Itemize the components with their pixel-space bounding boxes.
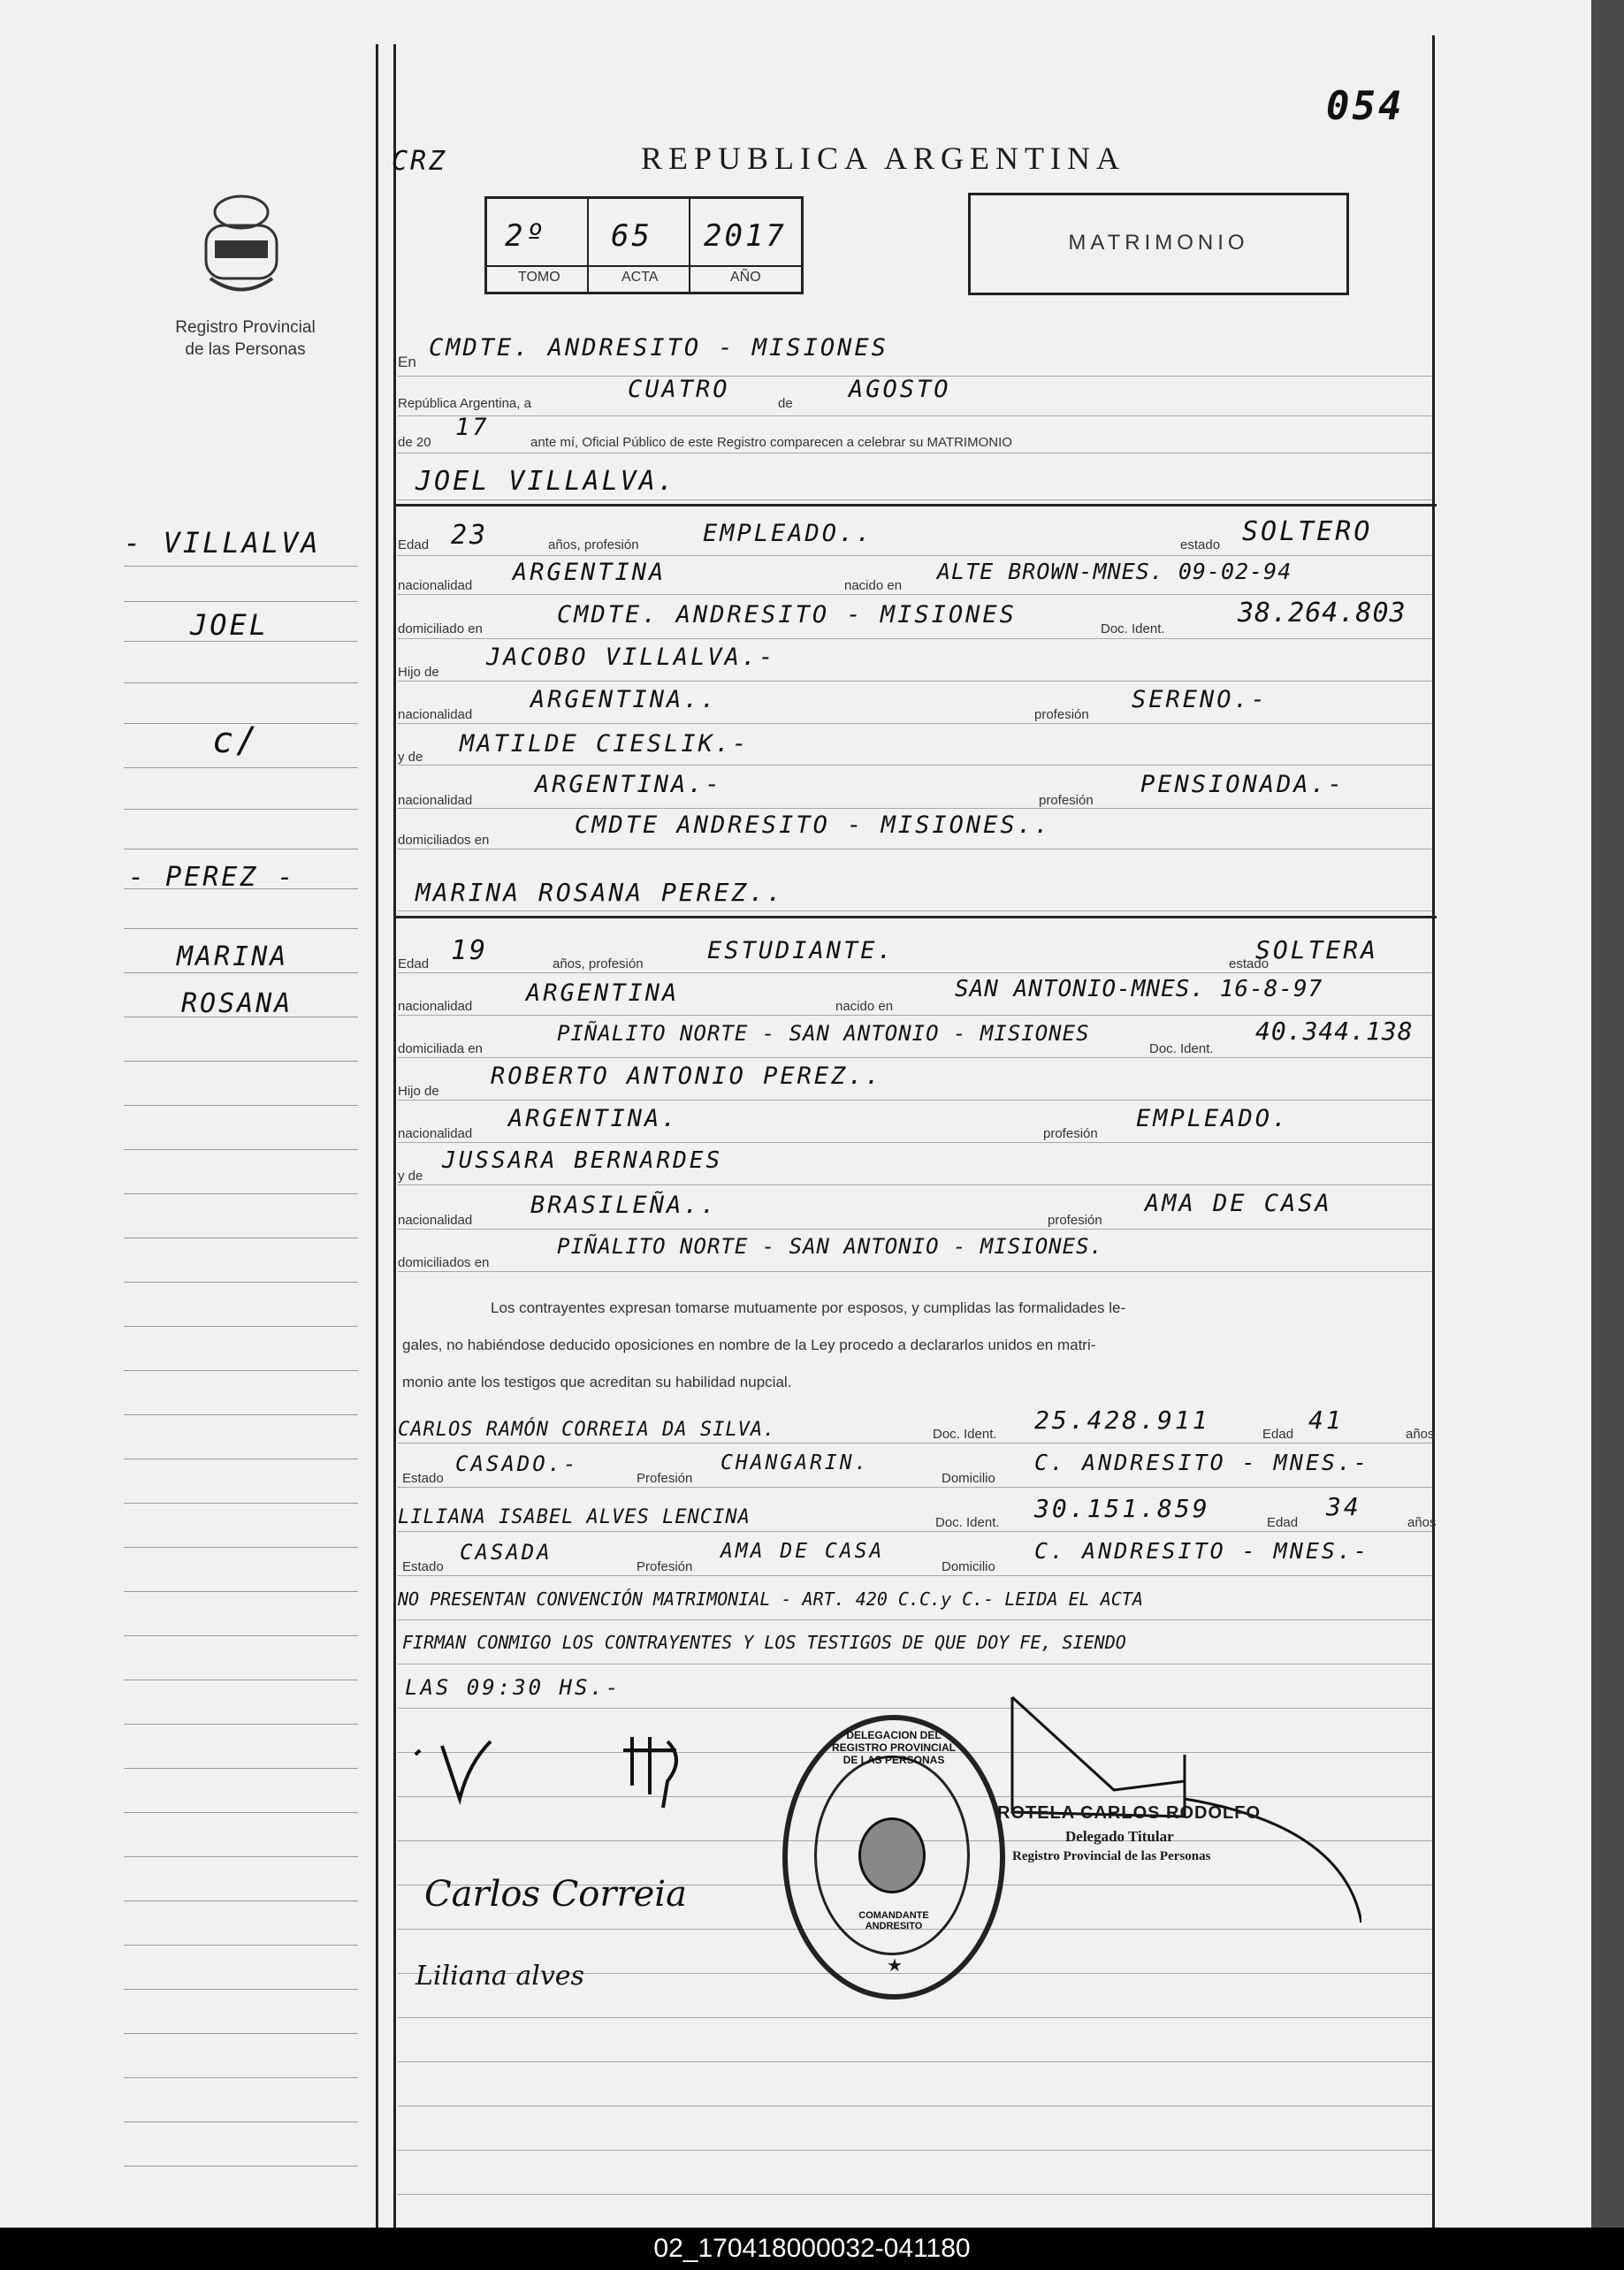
footer-id: 02_170418000032-041180 xyxy=(0,2228,1624,2270)
bride-yde-label: y de xyxy=(398,1169,423,1184)
witness2-domicilio: C. ANDRESITO - MNES.- xyxy=(1034,1538,1370,1564)
bride-nacido-label: nacido en xyxy=(835,999,894,1014)
note-line2: FIRMAN CONMIGO LOS CONTRAYENTES Y LOS TESTIGOS DE QUE DOY FE, SIENDO xyxy=(402,1632,1126,1653)
witness1-edad-label: Edad xyxy=(1262,1427,1294,1442)
registry-emblem xyxy=(193,186,290,305)
bride-padre-prof: EMPLEADO. xyxy=(1136,1105,1290,1132)
witness2-edad: 34 xyxy=(1326,1492,1361,1521)
bride-padre-nac-label: nacionalidad xyxy=(398,1126,473,1141)
groom-madre-prof: PENSIONADA.- xyxy=(1140,771,1346,798)
intro-statement: ante mí, Oficial Público de este Registro comparecen a celebrar su MATRIMONIO xyxy=(530,435,1012,450)
groom-edad-label: Edad xyxy=(398,537,430,552)
note-line3: LAS 09:30 HS.- xyxy=(405,1675,621,1700)
marginal-code: CRZ xyxy=(392,146,448,177)
groom-anos-label: años, profesión xyxy=(548,537,639,552)
witness1-anos-label: años xyxy=(1406,1427,1435,1442)
groom-madre-nac-label: nacionalidad xyxy=(398,793,473,808)
bride-doc: 40.344.138 xyxy=(1255,1017,1414,1046)
groom-dom-label: domiciliado en xyxy=(398,621,483,636)
witness2-doc-label: Doc. Ident. xyxy=(935,1515,1000,1530)
margin-name-groom: JOEL xyxy=(190,608,270,642)
declaration-line1: Los contrayentes expresan tomarse mutuamente por esposos, y cumplidas las formalidades le- xyxy=(491,1299,1126,1316)
bride-edad: 19 xyxy=(451,935,489,966)
margin-surname-groom: - VILLALVA xyxy=(124,526,321,560)
declaration-line2: gales, no habiéndose deducido oposiciones en nombre de la Ley procedo a declararlos unidos en matri- xyxy=(402,1337,1096,1353)
groom-hijo-label: Hijo de xyxy=(398,665,439,680)
groom-profesion: EMPLEADO.. xyxy=(703,520,873,547)
de-label: de xyxy=(778,396,793,411)
groom-padre-prof-label: profesión xyxy=(1034,707,1089,722)
witness1-name: CARLOS RAMÓN CORREIA DA SILVA. xyxy=(398,1419,776,1441)
acta-label: ACTA xyxy=(621,270,659,285)
groom-nacionalidad: ARGENTINA xyxy=(513,559,667,586)
margin-name-bride-1: MARINA xyxy=(177,941,289,972)
bride-padre-nac: ARGENTINA. xyxy=(508,1105,679,1132)
groom-padre-prof: SERENO.- xyxy=(1132,686,1269,713)
witness2-doc: 30.151.859 xyxy=(1034,1494,1210,1523)
groom-padre-nac-label: nacionalidad xyxy=(398,707,473,722)
emblem-label-line2: de las Personas xyxy=(185,340,306,359)
background-strip xyxy=(1591,0,1624,2228)
emblem-label-line1: Registro Provincial xyxy=(175,318,316,337)
bride-signature xyxy=(614,1733,694,1817)
groom-nac-label: nacionalidad xyxy=(398,578,473,593)
bride-padre-prof-label: profesión xyxy=(1043,1126,1098,1141)
declaration-line3: monio ante los testigos que acreditan su habilidad nupcial. xyxy=(402,1374,792,1390)
bride-madre: JUSSARA BERNARDES xyxy=(442,1147,723,1174)
groom-estado: SOLTERO xyxy=(1242,516,1373,547)
groom-estado-label: estado xyxy=(1180,537,1221,552)
witness2-anos-label: años xyxy=(1407,1515,1437,1530)
groom-madre-prof-label: profesión xyxy=(1039,793,1094,808)
official-stamp xyxy=(782,1715,1005,2000)
bride-madre-prof: AMA DE CASA xyxy=(1145,1190,1332,1217)
witness1-signature: Carlos Correia xyxy=(424,1874,687,1915)
groom-madre: MATILDE CIESLIK.- xyxy=(460,730,750,758)
bride-padre: ROBERTO ANTONIO PEREZ.. xyxy=(491,1063,882,1090)
groom-yde-label: y de xyxy=(398,750,423,765)
intro-day: CUATRO xyxy=(628,376,730,403)
groom-domicilio: CMDTE. ANDRESITO - MISIONES xyxy=(557,601,1017,628)
note-line1: NO PRESENTAN CONVENCIÓN MATRIMONIAL - ART. 420 C.C.y C.- LEIDA EL ACTA xyxy=(398,1588,1143,1610)
groom-nacido-label: nacido en xyxy=(844,578,903,593)
bride-dom-label: domiciliada en xyxy=(398,1041,483,1056)
bride-anos-label: años, profesión xyxy=(553,956,644,971)
witness1-doc: 25.428.911 xyxy=(1034,1405,1210,1435)
witness1-domicilio: C. ANDRESITO - MNES.- xyxy=(1034,1450,1370,1475)
witness1-estado-label: Estado xyxy=(402,1471,444,1486)
bride-nac-label: nacionalidad xyxy=(398,999,473,1014)
star-icon: ★ xyxy=(887,1956,903,1976)
bride-nacido: SAN ANTONIO-MNES. 16-8-97 xyxy=(955,976,1323,1002)
witness1-prof-label: Profesión xyxy=(637,1471,693,1486)
groom-name: JOEL VILLALVA. xyxy=(416,466,676,497)
groom-padre: JACOBO VILLALVA.- xyxy=(486,644,776,671)
official-office: Registro Provincial de las Personas xyxy=(1012,1849,1211,1863)
bride-profesion: ESTUDIANTE. xyxy=(707,937,895,964)
bride-estado-label: estado xyxy=(1229,956,1269,971)
bride-estado: SOLTERA xyxy=(1255,935,1379,964)
stamp-emblem xyxy=(858,1817,926,1893)
year-suffix: 17 xyxy=(455,414,490,441)
groom-madre-nac: ARGENTINA.- xyxy=(535,771,722,798)
margin-column xyxy=(0,0,376,2228)
en-label: En xyxy=(398,354,416,370)
bride-doc-label: Doc. Ident. xyxy=(1149,1041,1214,1056)
acta-value: 65 xyxy=(611,218,652,254)
intro-place: CMDTE. ANDRESITO - MISIONES xyxy=(429,334,888,362)
margin-name-bride-2: ROSANA xyxy=(181,988,294,1019)
country-title: REPUBLICA ARGENTINA xyxy=(641,141,1126,176)
witness1-edad: 41 xyxy=(1308,1405,1344,1435)
witness2-signature: Liliana alves xyxy=(416,1961,584,1992)
bride-madre-nac: BRASILEÑA.. xyxy=(530,1192,718,1219)
bride-nacionalidad: ARGENTINA xyxy=(526,979,680,1007)
witness2-estado: CASADA xyxy=(460,1540,553,1565)
bride-name: MARINA ROSANA PEREZ.. xyxy=(416,878,785,907)
witness2-profesion: AMA DE CASA xyxy=(721,1540,885,1563)
record-type-box xyxy=(968,193,1349,295)
bride-madre-prof-label: profesión xyxy=(1048,1213,1102,1228)
tomo-label: TOMO xyxy=(518,270,560,285)
anio-label: AÑO xyxy=(730,270,761,285)
groom-padres-dom-label: domiciliados en xyxy=(398,833,490,848)
official-name: ROTELA CARLOS RODOLFO xyxy=(997,1803,1262,1823)
groom-signature xyxy=(407,1728,504,1812)
year-prefix: de 20 xyxy=(398,435,431,450)
bride-padres-dom: PIÑALITO NORTE - SAN ANTONIO - MISIONES. xyxy=(557,1234,1103,1259)
stamp-outer-text: DELEGACION DEL REGISTRO PROVINCIAL DE LAS PERSONAS xyxy=(831,1729,956,1766)
witness1-doc-label: Doc. Ident. xyxy=(933,1427,997,1442)
groom-doc-label: Doc. Ident. xyxy=(1101,621,1165,636)
republica-label: República Argentina, a xyxy=(398,396,531,411)
record-number-box xyxy=(484,196,804,294)
groom-nacido: ALTE BROWN-MNES. 09-02-94 xyxy=(937,559,1292,584)
witness1-dom-label: Domicilio xyxy=(942,1471,995,1486)
official-title: Delegado Titular xyxy=(1065,1828,1174,1845)
bride-domicilio: PIÑALITO NORTE - SAN ANTONIO - MISIONES xyxy=(557,1021,1090,1046)
stamp-inner-text: COMANDANTE ANDRESITO xyxy=(858,1910,929,1931)
witness2-prof-label: Profesión xyxy=(637,1559,693,1574)
bride-hijo-label: Hijo de xyxy=(398,1084,439,1099)
witness2-edad-label: Edad xyxy=(1267,1515,1299,1530)
groom-padres-dom: CMDTE ANDRESITO - MISIONES.. xyxy=(575,811,1052,839)
page-number: 054 xyxy=(1326,84,1405,129)
bride-madre-nac-label: nacionalidad xyxy=(398,1213,473,1228)
witness2-name: LILIANA ISABEL ALVES LENCINA xyxy=(398,1506,751,1528)
bride-padres-dom-label: domiciliados en xyxy=(398,1255,490,1270)
witness2-estado-label: Estado xyxy=(402,1559,444,1574)
margin-contra: c/ xyxy=(212,720,261,761)
witness1-profesion: CHANGARIN. xyxy=(721,1451,870,1474)
anio-value: 2017 xyxy=(704,218,787,254)
bride-edad-label: Edad xyxy=(398,956,430,971)
groom-padre-nac: ARGENTINA.. xyxy=(530,686,718,713)
tomo-value: 2º xyxy=(505,218,546,254)
witness1-estado: CASADO.- xyxy=(455,1451,579,1476)
groom-edad: 23 xyxy=(451,520,489,551)
record-type: MATRIMONIO xyxy=(1068,231,1249,255)
groom-doc: 38.264.803 xyxy=(1238,598,1407,628)
intro-month: AGOSTO xyxy=(849,376,951,403)
margin-surname-bride: - PEREZ - xyxy=(128,862,296,893)
witness2-dom-label: Domicilio xyxy=(942,1559,995,1574)
